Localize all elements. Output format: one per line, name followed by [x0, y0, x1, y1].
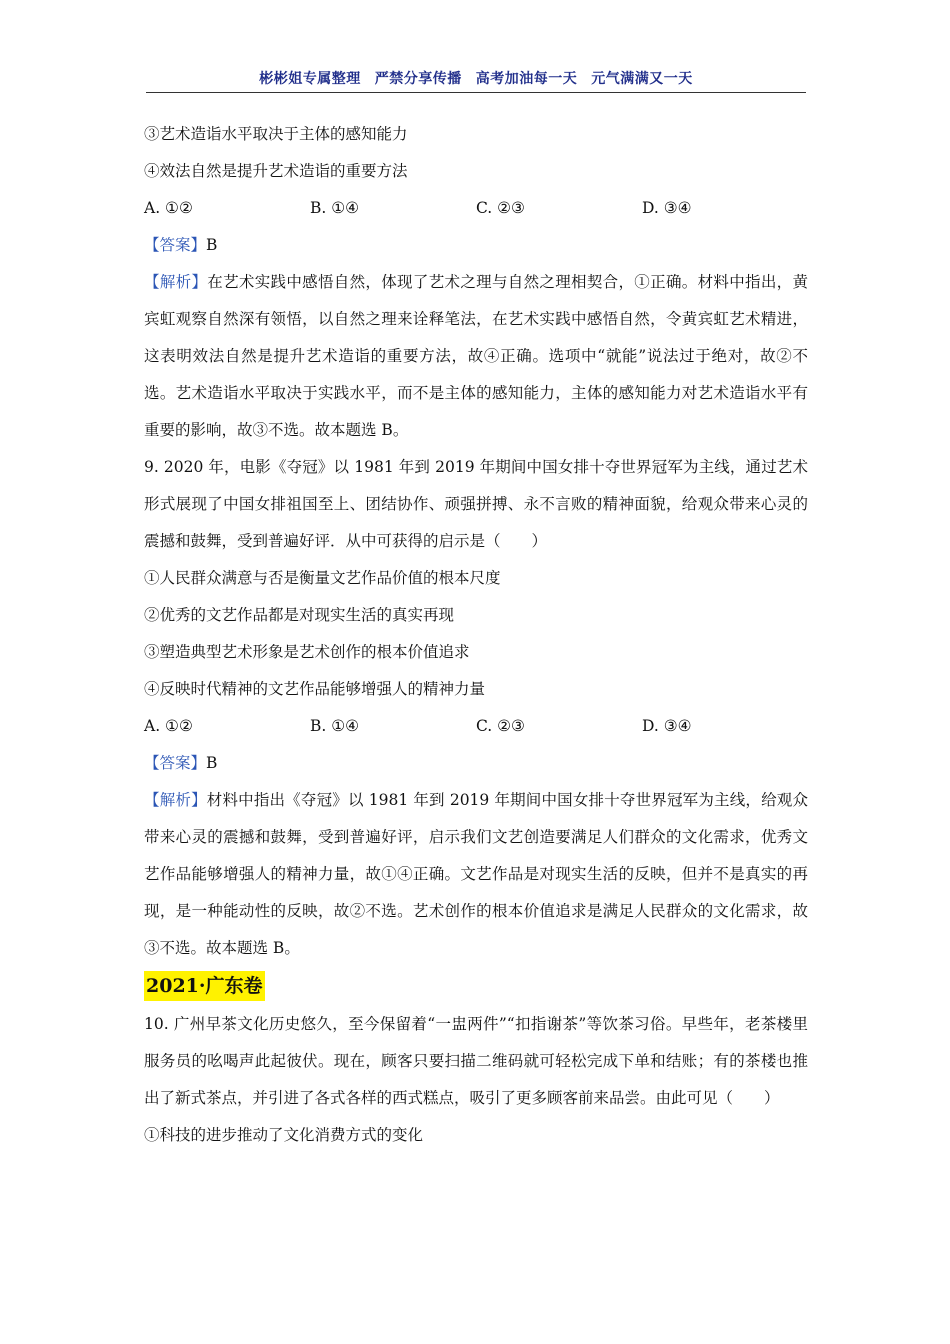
q9-option-c: C. ②③: [476, 717, 525, 735]
q9-option-b: B. ①④: [310, 717, 360, 735]
header-item-4: 元气满满又一天: [591, 71, 693, 87]
section-title: 2021·广东卷: [144, 971, 265, 1001]
q9-analysis-text: 材料中指出《夺冠》以 1981 年到 2019 年期间中国女排十夺世界冠军为主线，给观众带来心灵的震撼和鼓舞，受到普遍好评，启示我们文艺创造要满足人们群众的文化需求，优秀文艺作品能够增强人的精神力量，故①④正确。文艺作品是对现实生活的反映，但并不是真实的再现，是一种能动性的反映，故②不选。艺术创作的根本价值追求是满足人民群众的文化需求，故③不选。故本题选 B。: [144, 791, 808, 957]
q9-analysis-tag: 【解析】: [144, 791, 207, 809]
q8-answer: [144, 227, 808, 264]
q8-analysis-tag: 【解析】: [144, 273, 208, 291]
q9-statement-3: ③塑造典型艺术形象是艺术创作的根本价值追求: [144, 643, 470, 661]
q10-statement-1: ①科技的进步推动了文化消费方式的变化: [144, 1126, 424, 1144]
header-item-2: 严禁分享传播: [374, 71, 462, 87]
q9-question: 9. 2020 年，电影《夺冠》以 1981 年到 2019 年期间中国女排十夺世界冠军为主线，通过艺术形式展现了中国女排祖国至上、团结协作、顽强拼搏、永不言败的精神面貌，给观众带来心灵的震撼和鼓舞，受到普遍好评．从中可获得的启示是（ ）: [144, 458, 808, 550]
q10-question: 10. 广州早茶文化历史悠久，至今保留着“一盅两件”“扣指谢茶”等饮茶习俗。早些年，老茶楼里服务员的吆喝声此起彼伏。现在，顾客只要扫描二维码就可轻松完成下单和结账；有的茶楼也推出了新式茶点，并引进了各式各样的西式糕点，吸引了更多顾客前来品尝。由此可见（ ）: [144, 1015, 808, 1107]
q9-analysis: [144, 782, 808, 967]
header-item-1: 彬彬姐专属整理: [259, 71, 361, 87]
header-divider: [146, 92, 806, 93]
q9-answer-value: B: [206, 754, 218, 772]
q8-analysis: [144, 264, 808, 449]
q8-option-b: B. ①④: [310, 199, 360, 217]
q8-option-a: A. ①②: [144, 199, 193, 217]
q9-statement-4: ④反映时代精神的文艺作品能够增强人的精神力量: [144, 680, 486, 698]
q8-option-d: D. ③④: [642, 199, 692, 217]
q8-answer-tag: 【答案】: [144, 236, 207, 254]
page-header: [146, 68, 806, 88]
q9-statement-2: ②优秀的文艺作品都是对现实生活的真实再现: [144, 606, 455, 624]
q8-analysis-text: 在艺术实践中感悟自然，体现了艺术之理与自然之理相契合，①正确。材料中指出，黄宾虹观察自然深有领悟，以自然之理来诠释笔法，在艺术实践中感悟自然，令黄宾虹艺术精进，这表明效法自然是提升艺术造诣的重要方法，故④正确。选项中“就能”说法过于绝对，故②不选。艺术造诣水平取决于实践水平，而不是主体的感知能力，主体的感知能力对艺术造诣水平有重要的影响，故③不选。故本题选 B。: [144, 273, 808, 439]
q9-option-a: A. ①②: [144, 717, 193, 735]
q8-answer-value: B: [206, 236, 218, 254]
q8-options: [144, 190, 808, 227]
q9-answer-tag: 【答案】: [144, 754, 207, 772]
header-item-3: 高考加油每一天: [475, 71, 578, 87]
document-body: [144, 116, 808, 1154]
q9-answer: [144, 745, 808, 782]
q9-statement-1: ①人民群众满意与否是衡量文艺作品价值的根本尺度: [144, 569, 501, 587]
q8-statement-3: ③艺术造诣水平取决于主体的感知能力: [144, 125, 408, 143]
q9-option-d: D. ③④: [642, 717, 692, 735]
q8-statement-4: ④效法自然是提升艺术造诣的重要方法: [144, 162, 408, 180]
q9-options: [144, 708, 808, 745]
q8-option-c: C. ②③: [476, 199, 525, 217]
